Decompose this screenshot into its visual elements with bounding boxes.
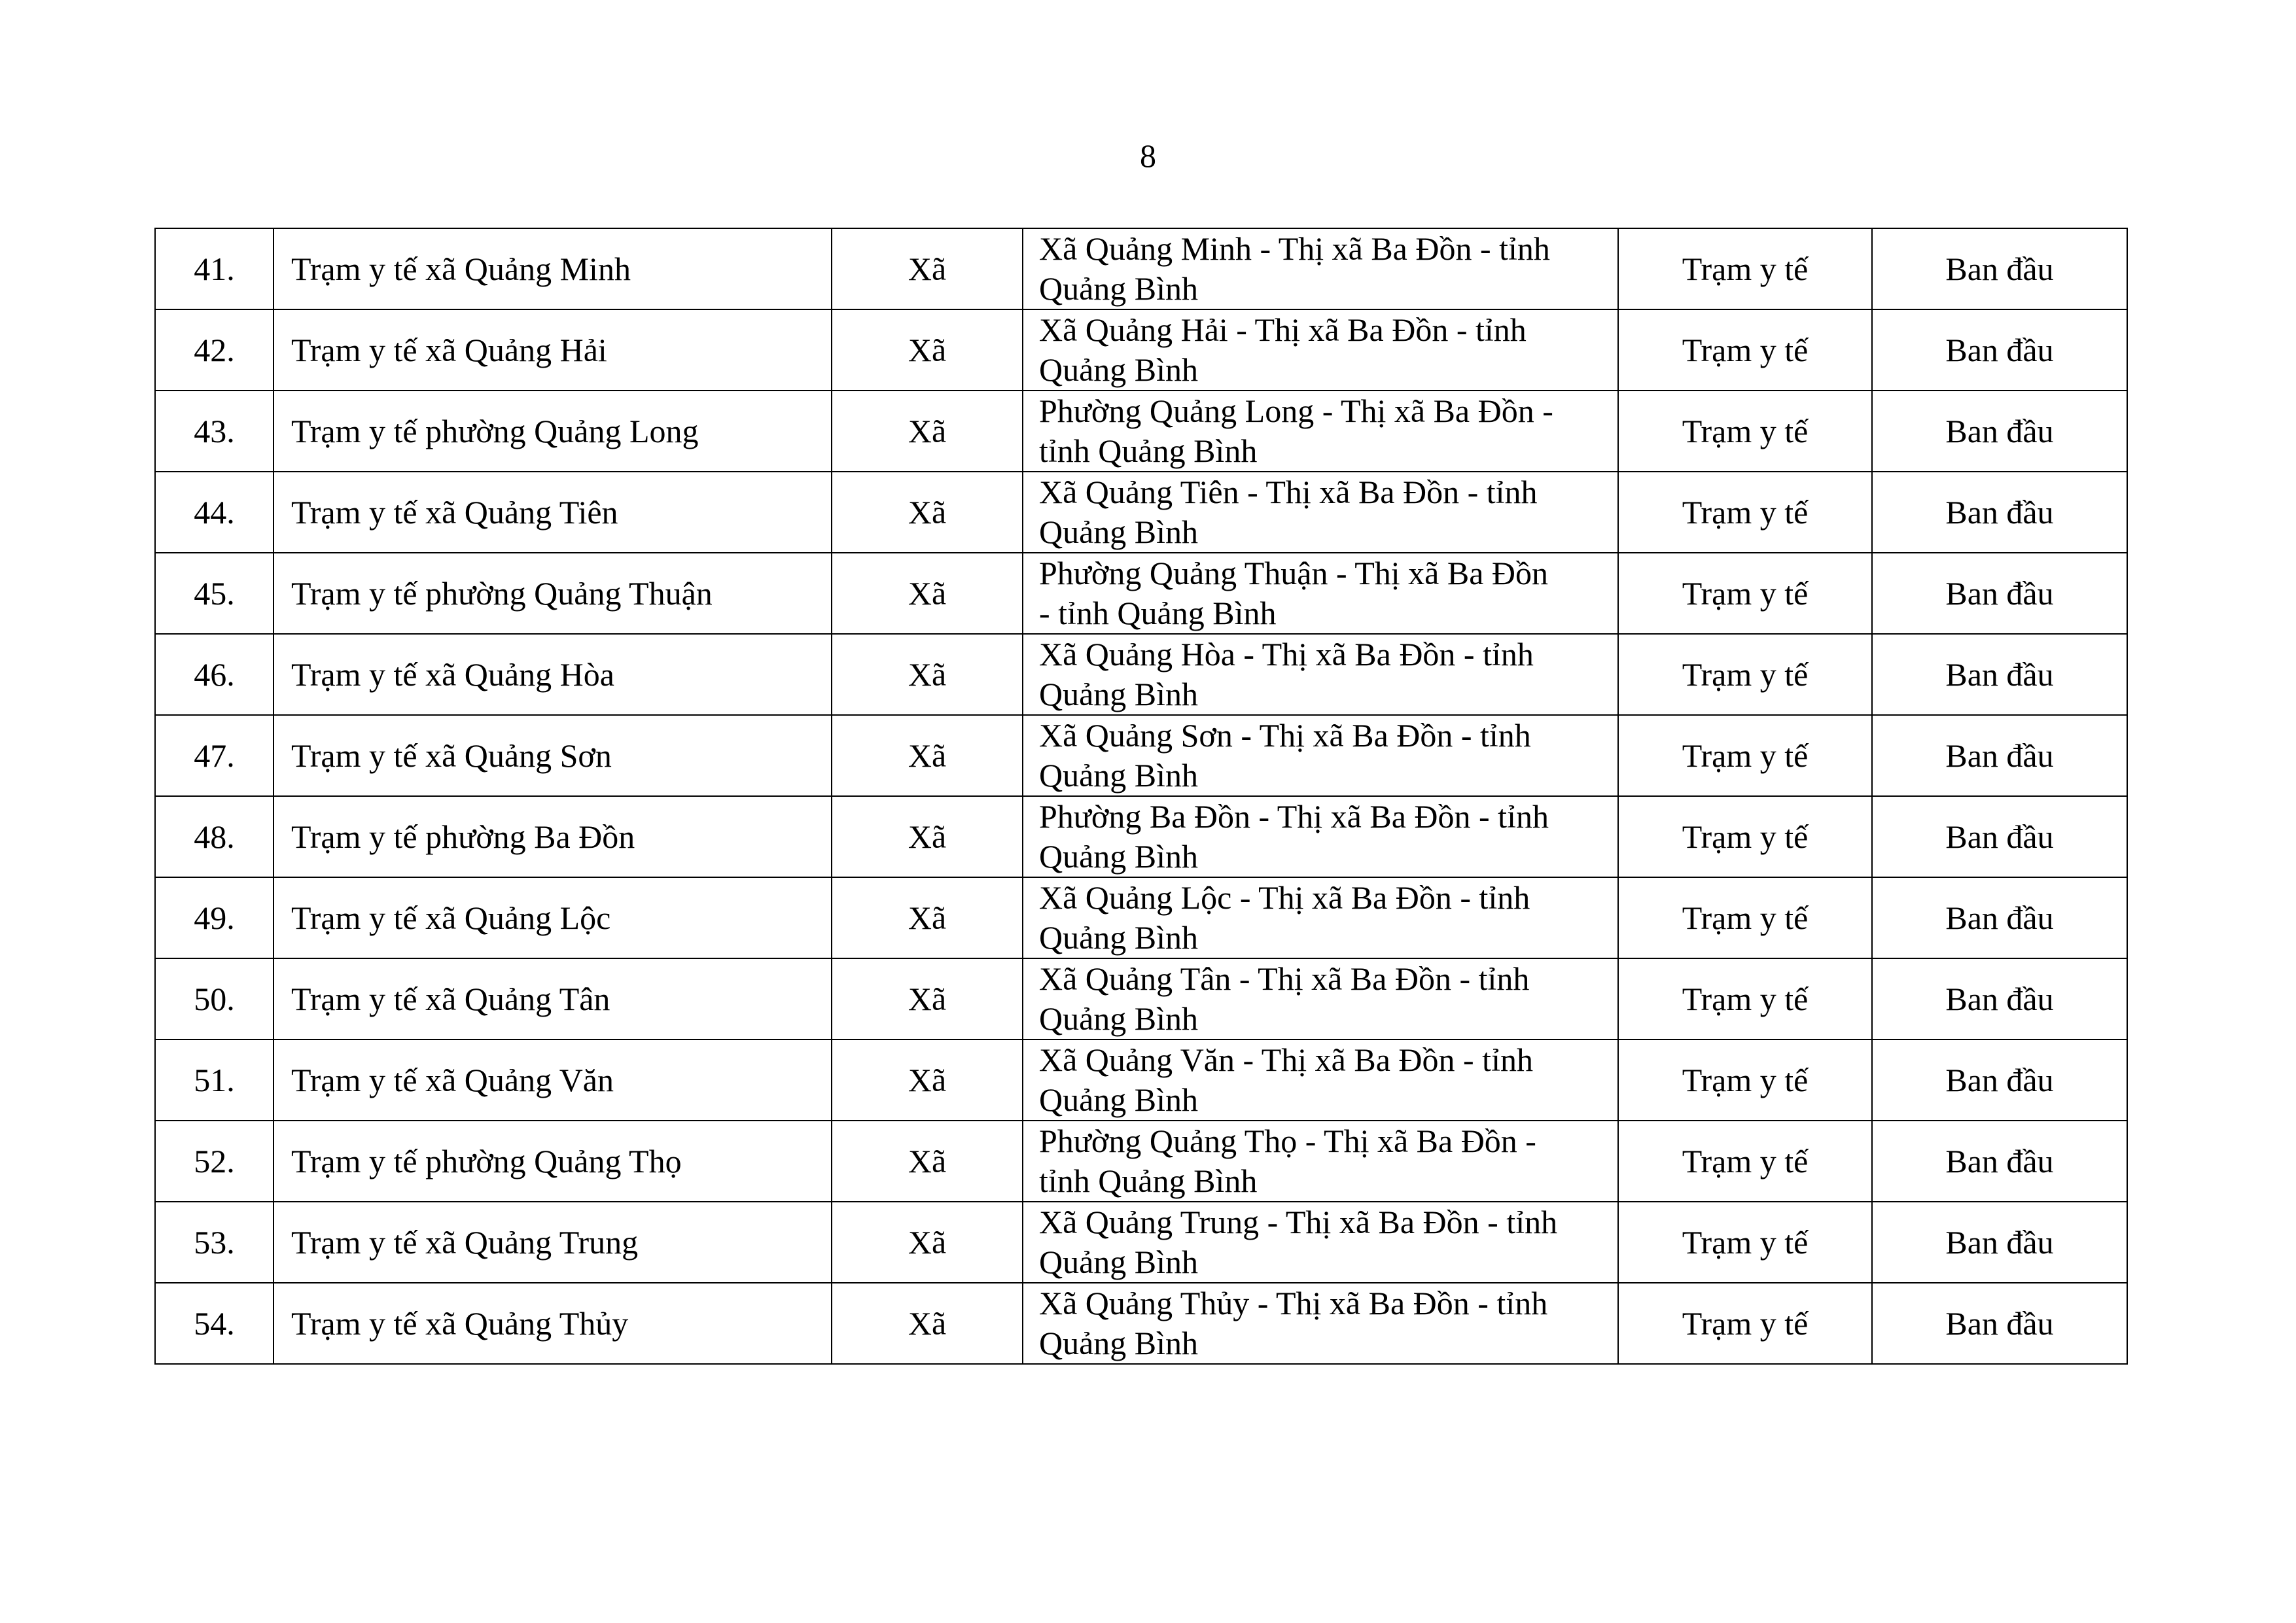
table-row — [155, 1039, 2127, 1121]
facility-name: Trạm y tế xã Quảng Trung — [274, 1202, 832, 1283]
facility-name: Trạm y tế xã Quảng Văn — [274, 1039, 832, 1121]
facility-name: Trạm y tế phường Quảng Long — [274, 391, 832, 472]
address-line-2: - tỉnh Quảng Bình — [1039, 595, 1277, 631]
facility-type: Trạm y tế — [1618, 796, 1872, 877]
row-number: 51. — [155, 1039, 274, 1121]
facility-address — [1023, 228, 1618, 309]
address-line-2: Quảng Bình — [1039, 838, 1199, 875]
care-scope: Ban đầu — [1872, 1039, 2127, 1121]
facility-address — [1023, 796, 1618, 877]
row-number: 48. — [155, 796, 274, 877]
care-scope: Ban đầu — [1872, 228, 2127, 309]
table-row — [155, 796, 2127, 877]
facility-name: Trạm y tế xã Quảng Minh — [274, 228, 832, 309]
care-scope: Ban đầu — [1872, 472, 2127, 553]
facility-level: Xã — [832, 391, 1023, 472]
facility-type: Trạm y tế — [1618, 472, 1872, 553]
facility-level: Xã — [832, 715, 1023, 796]
facility-level: Xã — [832, 1202, 1023, 1283]
address-line-2: Quảng Bình — [1039, 757, 1199, 794]
facility-name: Trạm y tế xã Quảng Tân — [274, 958, 832, 1039]
care-scope: Ban đầu — [1872, 958, 2127, 1039]
address-line-2: tỉnh Quảng Bình — [1039, 432, 1258, 469]
table-row — [155, 472, 2127, 553]
address-line-2: Quảng Bình — [1039, 1244, 1199, 1280]
facility-address — [1023, 553, 1618, 634]
row-number: 47. — [155, 715, 274, 796]
care-scope: Ban đầu — [1872, 796, 2127, 877]
facility-type: Trạm y tế — [1618, 715, 1872, 796]
facility-type: Trạm y tế — [1618, 877, 1872, 958]
address-line-1: Xã Quảng Lộc - Thị xã Ba Đồn - tỉnh — [1039, 879, 1530, 916]
row-number: 50. — [155, 958, 274, 1039]
facility-address — [1023, 1283, 1618, 1364]
facility-address — [1023, 472, 1618, 553]
address-line-1: Phường Quảng Thọ - Thị xã Ba Đồn - — [1039, 1123, 1536, 1159]
page-number: 8 — [1140, 137, 1156, 174]
facility-type: Trạm y tế — [1618, 391, 1872, 472]
facility-address — [1023, 877, 1618, 958]
address-line-1: Xã Quảng Minh - Thị xã Ba Đồn - tỉnh — [1039, 230, 1550, 267]
care-scope: Ban đầu — [1872, 1121, 2127, 1202]
row-number: 52. — [155, 1121, 274, 1202]
facility-address — [1023, 1039, 1618, 1121]
facility-type: Trạm y tế — [1618, 958, 1872, 1039]
facility-level: Xã — [832, 1039, 1023, 1121]
table-row — [155, 715, 2127, 796]
address-line-2: Quảng Bình — [1039, 514, 1199, 550]
table-row — [155, 309, 2127, 391]
address-line-2: Quảng Bình — [1039, 676, 1199, 712]
table-row — [155, 391, 2127, 472]
facility-level: Xã — [832, 553, 1023, 634]
facility-type: Trạm y tế — [1618, 1039, 1872, 1121]
facility-type: Trạm y tế — [1618, 1202, 1872, 1283]
address-line-2: Quảng Bình — [1039, 1325, 1199, 1361]
facility-address — [1023, 309, 1618, 391]
address-line-2: Quảng Bình — [1039, 270, 1199, 307]
facility-level: Xã — [832, 472, 1023, 553]
row-number: 42. — [155, 309, 274, 391]
row-number: 54. — [155, 1283, 274, 1364]
table-row — [155, 228, 2127, 309]
facility-address — [1023, 958, 1618, 1039]
address-line-1: Xã Quảng Tân - Thị xã Ba Đồn - tỉnh — [1039, 960, 1530, 997]
facility-name: Trạm y tế xã Quảng Hải — [274, 309, 832, 391]
facility-address — [1023, 634, 1618, 715]
facility-type: Trạm y tế — [1618, 634, 1872, 715]
facility-address — [1023, 391, 1618, 472]
facility-name: Trạm y tế phường Quảng Thuận — [274, 553, 832, 634]
table-row — [155, 877, 2127, 958]
address-line-1: Xã Quảng Hòa - Thị xã Ba Đồn - tỉnh — [1039, 636, 1534, 672]
facility-level: Xã — [832, 958, 1023, 1039]
facility-name: Trạm y tế xã Quảng Thủy — [274, 1283, 832, 1364]
row-number: 53. — [155, 1202, 274, 1283]
care-scope: Ban đầu — [1872, 1283, 2127, 1364]
facility-level: Xã — [832, 228, 1023, 309]
table-row — [155, 1283, 2127, 1364]
facility-name: Trạm y tế xã Quảng Tiên — [274, 472, 832, 553]
facility-level: Xã — [832, 877, 1023, 958]
address-line-1: Xã Quảng Sơn - Thị xã Ba Đồn - tỉnh — [1039, 717, 1531, 754]
address-line-1: Phường Quảng Thuận - Thị xã Ba Đồn — [1039, 555, 1549, 591]
row-number: 41. — [155, 228, 274, 309]
facility-type: Trạm y tế — [1618, 228, 1872, 309]
facility-name: Trạm y tế xã Quảng Hòa — [274, 634, 832, 715]
facility-level: Xã — [832, 796, 1023, 877]
address-line-1: Xã Quảng Trung - Thị xã Ba Đồn - tỉnh — [1039, 1204, 1558, 1240]
facility-level: Xã — [832, 634, 1023, 715]
address-line-1: Phường Quảng Long - Thị xã Ba Đồn - — [1039, 393, 1553, 429]
care-scope: Ban đầu — [1872, 634, 2127, 715]
facility-name: Trạm y tế phường Ba Đồn — [274, 796, 832, 877]
care-scope: Ban đầu — [1872, 553, 2127, 634]
row-number: 49. — [155, 877, 274, 958]
table-row — [155, 634, 2127, 715]
facility-type: Trạm y tế — [1618, 553, 1872, 634]
address-line-1: Xã Quảng Văn - Thị xã Ba Đồn - tỉnh — [1039, 1041, 1533, 1078]
address-line-1: Phường Ba Đồn - Thị xã Ba Đồn - tỉnh — [1039, 798, 1549, 835]
facility-level: Xã — [832, 1283, 1023, 1364]
care-scope: Ban đầu — [1872, 877, 2127, 958]
table-row — [155, 958, 2127, 1039]
facility-address — [1023, 715, 1618, 796]
row-number: 45. — [155, 553, 274, 634]
facility-level: Xã — [832, 309, 1023, 391]
table-row — [155, 1202, 2127, 1283]
facility-type: Trạm y tế — [1618, 1283, 1872, 1364]
table-row — [155, 1121, 2127, 1202]
address-line-2: Quảng Bình — [1039, 351, 1199, 388]
facility-address — [1023, 1121, 1618, 1202]
facility-name: Trạm y tế xã Quảng Sơn — [274, 715, 832, 796]
care-scope: Ban đầu — [1872, 309, 2127, 391]
facility-name: Trạm y tế phường Quảng Thọ — [274, 1121, 832, 1202]
address-line-2: Quảng Bình — [1039, 919, 1199, 956]
facility-address — [1023, 1202, 1618, 1283]
care-scope: Ban đầu — [1872, 391, 2127, 472]
care-scope: Ban đầu — [1872, 715, 2127, 796]
address-line-1: Xã Quảng Thủy - Thị xã Ba Đồn - tỉnh — [1039, 1285, 1548, 1321]
facility-type: Trạm y tế — [1618, 309, 1872, 391]
facility-name: Trạm y tế xã Quảng Lộc — [274, 877, 832, 958]
address-line-2: Quảng Bình — [1039, 1000, 1199, 1037]
facility-table — [154, 228, 2128, 1365]
address-line-2: Quảng Bình — [1039, 1081, 1199, 1118]
row-number: 43. — [155, 391, 274, 472]
address-line-1: Xã Quảng Hải - Thị xã Ba Đồn - tỉnh — [1039, 311, 1527, 348]
facility-type: Trạm y tế — [1618, 1121, 1872, 1202]
address-line-2: tỉnh Quảng Bình — [1039, 1162, 1258, 1199]
table-body — [155, 228, 2127, 1364]
row-number: 44. — [155, 472, 274, 553]
address-line-1: Xã Quảng Tiên - Thị xã Ba Đồn - tỉnh — [1039, 474, 1538, 510]
row-number: 46. — [155, 634, 274, 715]
facility-level: Xã — [832, 1121, 1023, 1202]
care-scope: Ban đầu — [1872, 1202, 2127, 1283]
table-row — [155, 553, 2127, 634]
